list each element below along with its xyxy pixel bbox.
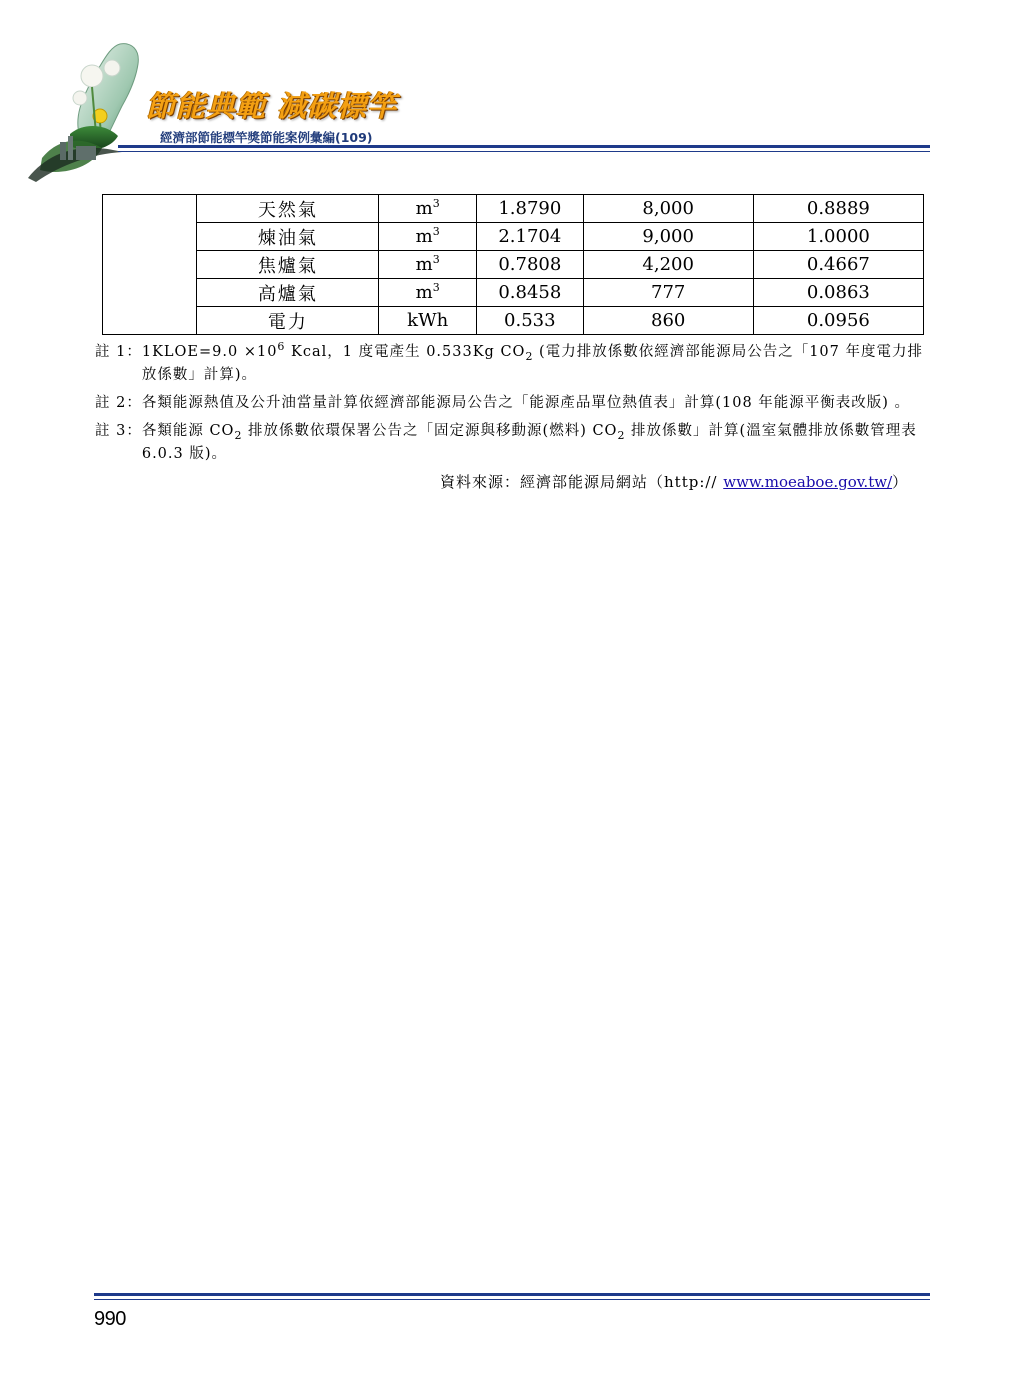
- note-text-part: (電力排放係數依經濟部能源局公告之「107 年度電力排放係數」計算)。: [141, 344, 923, 383]
- data-source-line: [440, 471, 908, 492]
- unit-cell: [379, 251, 477, 279]
- table-cell-blank: [103, 251, 197, 279]
- note-text-part: 排放係數」計算(溫室氣體排放係數管理表 6.0.3 版)。: [141, 423, 917, 462]
- unit-text: m: [415, 254, 433, 275]
- source-suffix: ）: [892, 473, 909, 491]
- unit-cell: [379, 307, 477, 335]
- table-row: [103, 251, 924, 279]
- unit-cell: [379, 279, 477, 307]
- note-text: 各類能源熱值及公升油當量計算依經濟部能源局公告之「能源產品單位熱值表」計算(108 年能源平衡表改版) 。: [141, 395, 911, 411]
- unit-text: kWh: [407, 310, 449, 331]
- value-cell-1: 1.8790: [476, 195, 583, 223]
- table-cell-blank: [103, 307, 197, 335]
- brand-subtitle: 經濟部節能標竿獎節能案例彙編(109): [160, 130, 373, 145]
- value-cell-1: 0.8458: [476, 279, 583, 307]
- source-prefix: 資料來源：經濟部能源局網站（http://: [440, 473, 724, 491]
- value-cell-1: 0.7808: [476, 251, 583, 279]
- unit-cell: [379, 195, 477, 223]
- note-text-part: 排放係數依環保署公告之「固定源與移動源(燃料) CO: [242, 423, 618, 439]
- note-subscript: 2: [234, 428, 243, 442]
- brand-title: 節能典範 減碳標竿: [146, 89, 398, 123]
- note-subscript: 2: [525, 349, 534, 363]
- energy-name-cell: 電力: [197, 307, 379, 335]
- note-1: [95, 341, 935, 387]
- table-row: [103, 307, 924, 335]
- note-superscript: 6: [277, 340, 286, 354]
- page-header: [0, 0, 1024, 180]
- energy-name-cell: 煉油氣: [197, 223, 379, 251]
- table-cell-blank: [103, 223, 197, 251]
- note-2: [95, 392, 935, 415]
- value-cell-2: 8,000: [583, 195, 753, 223]
- table-cell-blank: [103, 195, 197, 223]
- note-text-part: 1KLOE=9.0 ×10: [141, 344, 278, 360]
- taiwan-dandelion-logo-icon: [22, 38, 162, 183]
- value-cell-3: 0.0956: [753, 307, 923, 335]
- table-row: [103, 223, 924, 251]
- unit-text: m: [415, 198, 433, 219]
- energy-factor-table: [102, 194, 924, 335]
- value-cell-1: 0.533: [476, 307, 583, 335]
- note-text-part: 各類能源 CO: [141, 423, 235, 439]
- value-cell-3: 0.8889: [753, 195, 923, 223]
- table-notes: [95, 341, 935, 471]
- table-cell-blank: [103, 279, 197, 307]
- page-number: 990: [94, 1308, 126, 1330]
- note-3: [95, 420, 935, 466]
- energy-name-cell: 焦爐氣: [197, 251, 379, 279]
- value-cell-3: 0.4667: [753, 251, 923, 279]
- value-cell-1: 2.1704: [476, 223, 583, 251]
- value-cell-2: 860: [583, 307, 753, 335]
- unit-text: m: [415, 226, 433, 247]
- note-subscript: 2: [617, 428, 626, 442]
- header-rule-thick: [118, 145, 930, 148]
- energy-name-cell: 天然氣: [197, 195, 379, 223]
- value-cell-3: 0.0863: [753, 279, 923, 307]
- note-label: 註 1：: [95, 344, 142, 360]
- table-row: [103, 195, 924, 223]
- value-cell-3: 1.0000: [753, 223, 923, 251]
- note-text: [142, 341, 935, 387]
- note-text: [142, 420, 935, 466]
- source-link[interactable]: www.moeaboe.gov.tw/: [723, 473, 893, 491]
- value-cell-2: 4,200: [583, 251, 753, 279]
- table-row: [103, 279, 924, 307]
- unit-superscript: 3: [432, 253, 440, 266]
- energy-name-cell: 高爐氣: [197, 279, 379, 307]
- unit-superscript: 3: [432, 225, 440, 238]
- unit-cell: [379, 223, 477, 251]
- value-cell-2: 9,000: [583, 223, 753, 251]
- footer-rule-thin: [94, 1299, 930, 1300]
- unit-superscript: 3: [432, 197, 440, 210]
- unit-text: m: [415, 282, 433, 303]
- note-label: 註 2：: [95, 395, 142, 411]
- value-cell-2: 777: [583, 279, 753, 307]
- note-label: 註 3：: [95, 423, 142, 439]
- unit-superscript: 3: [432, 281, 440, 294]
- footer-rule-thick: [94, 1293, 930, 1296]
- header-rule-thin: [118, 151, 930, 152]
- note-text-part: Kcal，1 度電產生 0.533Kg CO: [285, 344, 526, 360]
